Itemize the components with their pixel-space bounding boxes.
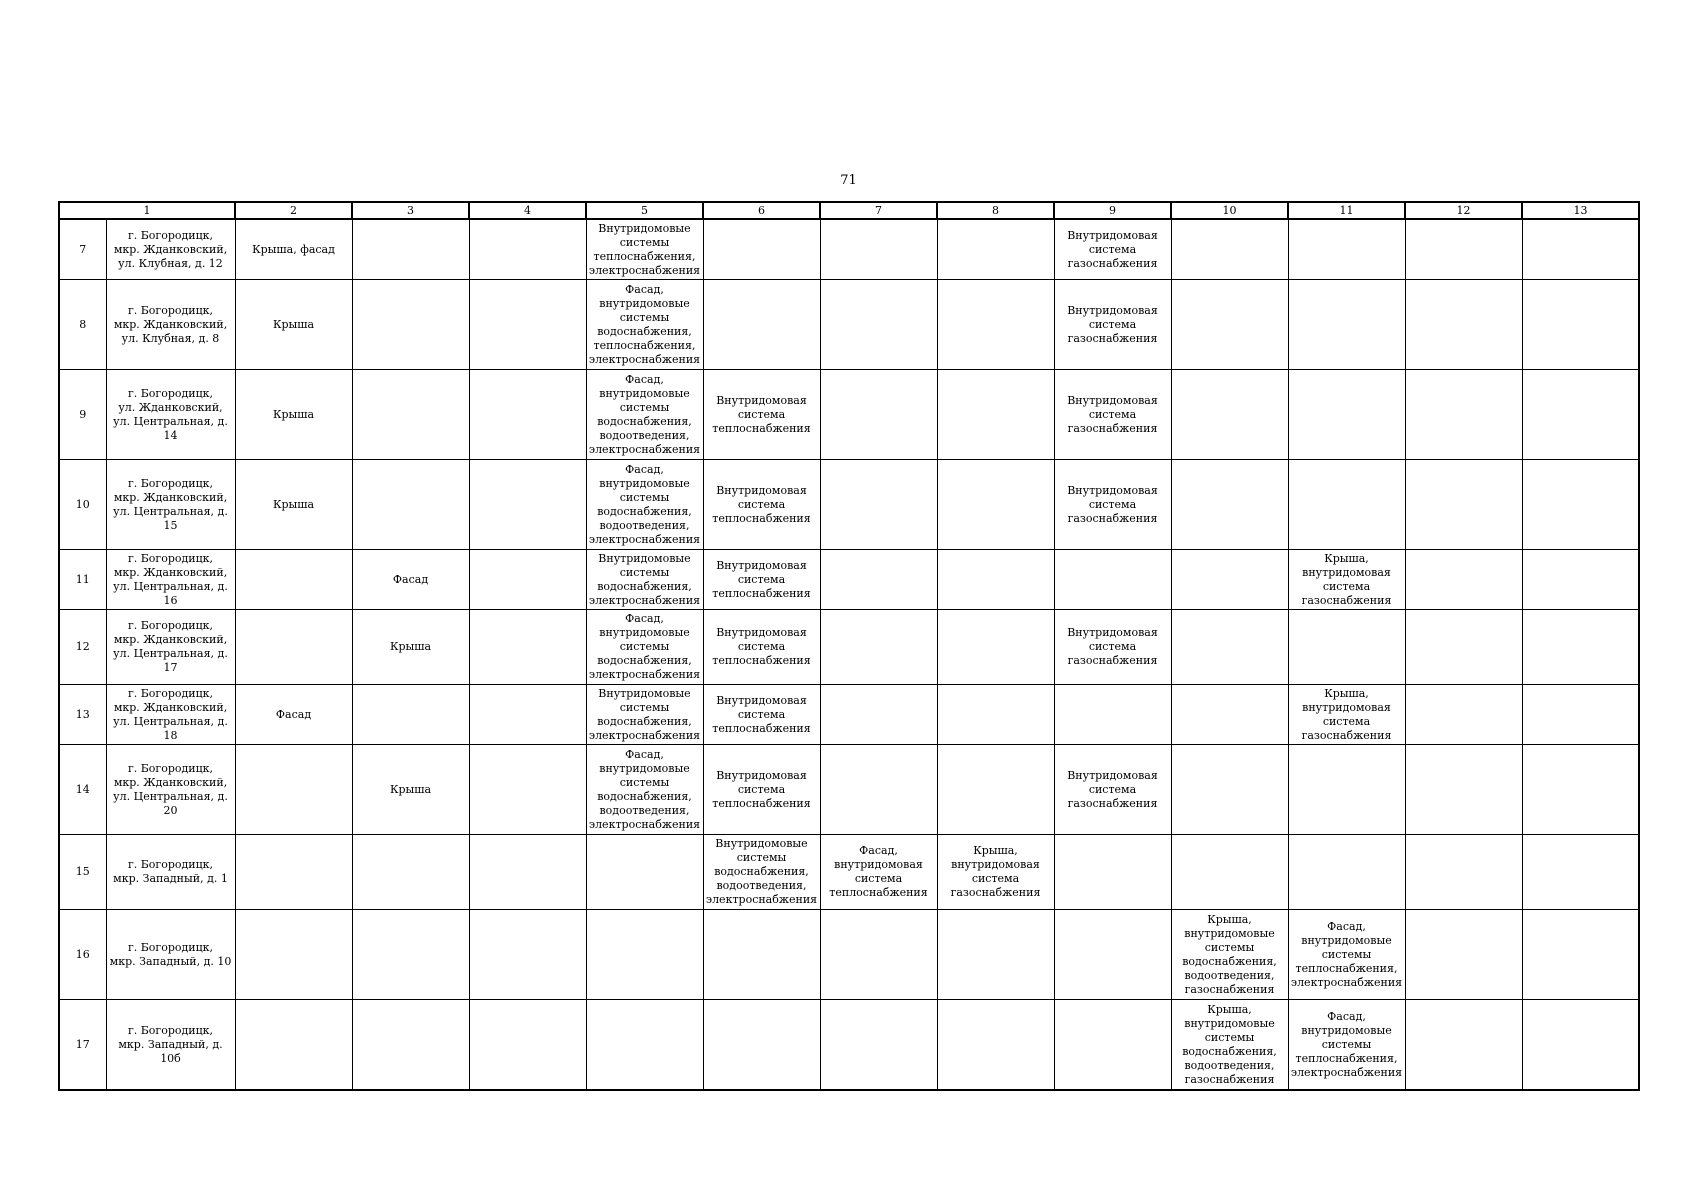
work-cell-col-9 (1054, 550, 1171, 610)
work-cell-col-5: Фасад, внутридомовые системы водоснабжения, электроснабжения (586, 610, 703, 685)
work-cell-col-3 (352, 910, 469, 1000)
work-cell-col-2 (235, 745, 352, 835)
work-cell-col-12 (1405, 685, 1522, 745)
work-cell-col-2 (235, 835, 352, 910)
work-cell-col-12 (1405, 550, 1522, 610)
page-number: 71 (840, 173, 857, 188)
work-cell-col-12 (1405, 460, 1522, 550)
work-cell-col-13 (1522, 370, 1639, 460)
work-cell-col-5 (586, 835, 703, 910)
work-cell-col-11 (1288, 370, 1405, 460)
work-cell-col-11 (1288, 460, 1405, 550)
work-cell-col-11 (1288, 745, 1405, 835)
work-cell-col-4 (469, 910, 586, 1000)
work-cell-col-13 (1522, 219, 1639, 280)
work-cell-col-9: Внутридомовая система газоснабжения (1054, 219, 1171, 280)
row-number-cell: 15 (59, 835, 106, 910)
work-cell-col-2 (235, 1000, 352, 1091)
column-header: 2 (235, 202, 352, 219)
work-cell-col-9 (1054, 1000, 1171, 1091)
work-cell-col-6: Внутридомовая система теплоснабжения (703, 550, 820, 610)
work-cell-col-13 (1522, 745, 1639, 835)
work-cell-col-10: Крыша, внутридомовые системы водоснабжения, водоотведения, газоснабжения (1171, 910, 1288, 1000)
work-cell-col-7 (820, 280, 937, 370)
work-cell-col-2 (235, 910, 352, 1000)
work-cell-col-11: Крыша, внутридомовая система газоснабжения (1288, 685, 1405, 745)
work-cell-col-2: Крыша (235, 370, 352, 460)
work-cell-col-3 (352, 460, 469, 550)
work-cell-col-13 (1522, 550, 1639, 610)
work-cell-col-4 (469, 685, 586, 745)
work-cell-col-2 (235, 610, 352, 685)
work-cell-col-9: Внутридомовая система газоснабжения (1054, 745, 1171, 835)
work-cell-col-9: Внутридомовая система газоснабжения (1054, 370, 1171, 460)
work-cell-col-10: Крыша, внутридомовые системы водоснабжения, водоотведения, газоснабжения (1171, 1000, 1288, 1091)
work-cell-col-4 (469, 835, 586, 910)
row-number-cell: 7 (59, 219, 106, 280)
work-cell-col-3: Крыша (352, 745, 469, 835)
work-cell-col-7 (820, 745, 937, 835)
row-number-cell: 17 (59, 1000, 106, 1091)
row-number-cell: 16 (59, 910, 106, 1000)
work-cell-col-11: Фасад, внутридомовые системы теплоснабжения, электроснабжения (1288, 910, 1405, 1000)
work-cell-col-9: Внутридомовая система газоснабжения (1054, 610, 1171, 685)
work-cell-col-12 (1405, 610, 1522, 685)
row-number-cell: 8 (59, 280, 106, 370)
column-header: 5 (586, 202, 703, 219)
work-cell-col-11: Фасад, внутридомовые системы теплоснабжения, электроснабжения (1288, 1000, 1405, 1091)
row-number-cell: 13 (59, 685, 106, 745)
work-cell-col-8 (937, 1000, 1054, 1091)
work-cell-col-7 (820, 610, 937, 685)
column-header: 8 (937, 202, 1054, 219)
work-cell-col-5: Фасад, внутридомовые системы водоснабжения, водоотведения, электроснабжения (586, 460, 703, 550)
address-cell: г. Богородицк, мкр. Жданковский, ул. Центральная, д. 17 (106, 610, 235, 685)
work-cell-col-3: Фасад (352, 550, 469, 610)
work-cell-col-12 (1405, 745, 1522, 835)
table-row (59, 280, 1639, 370)
work-cell-col-11: Крыша, внутридомовая система газоснабжения (1288, 550, 1405, 610)
work-cell-col-10 (1171, 219, 1288, 280)
work-cell-col-4 (469, 219, 586, 280)
work-cell-col-12 (1405, 910, 1522, 1000)
work-cell-col-5: Фасад, внутридомовые системы водоснабжения, водоотведения, электроснабжения (586, 370, 703, 460)
work-cell-col-5: Фасад, внутридомовые системы водоснабжения, водоотведения, электроснабжения (586, 745, 703, 835)
work-cell-col-13 (1522, 835, 1639, 910)
work-cell-col-3: Крыша (352, 610, 469, 685)
work-cell-col-4 (469, 745, 586, 835)
work-cell-col-12 (1405, 370, 1522, 460)
work-cell-col-10 (1171, 685, 1288, 745)
work-cell-col-9: Внутридомовая система газоснабжения (1054, 280, 1171, 370)
work-cell-col-4 (469, 460, 586, 550)
work-cell-col-8 (937, 460, 1054, 550)
address-cell: г. Богородицк, мкр. Жданковский, ул. Центральная, д. 15 (106, 460, 235, 550)
work-cell-col-6: Внутридомовая система теплоснабжения (703, 685, 820, 745)
work-cell-col-8 (937, 280, 1054, 370)
work-cell-col-4 (469, 280, 586, 370)
work-cell-col-7 (820, 460, 937, 550)
work-cell-col-13 (1522, 460, 1639, 550)
work-cell-col-10 (1171, 835, 1288, 910)
address-cell: г. Богородицк, мкр. Жданковский, ул. Центральная, д. 18 (106, 685, 235, 745)
work-cell-col-6: Внутридомовая система теплоснабжения (703, 610, 820, 685)
repair-schedule-table (58, 201, 1640, 1091)
work-cell-col-6: Внутридомовая система теплоснабжения (703, 370, 820, 460)
row-number-cell: 12 (59, 610, 106, 685)
work-cell-col-13 (1522, 1000, 1639, 1091)
row-number-cell: 9 (59, 370, 106, 460)
work-cell-col-13 (1522, 685, 1639, 745)
column-header: 13 (1522, 202, 1639, 219)
address-cell: г. Богородицк, мкр. Западный, д. 10б (106, 1000, 235, 1091)
work-cell-col-12 (1405, 835, 1522, 910)
address-cell: г. Богородицк, мкр. Жданковский, ул. Клубная, д. 12 (106, 219, 235, 280)
work-cell-col-10 (1171, 370, 1288, 460)
work-cell-col-11 (1288, 610, 1405, 685)
column-header: 12 (1405, 202, 1522, 219)
address-cell: г. Богородицк, мкр. Жданковский, ул. Центральная, д. 20 (106, 745, 235, 835)
column-header: 9 (1054, 202, 1171, 219)
work-cell-col-12 (1405, 219, 1522, 280)
work-cell-col-6 (703, 910, 820, 1000)
work-cell-col-5: Фасад, внутридомовые системы водоснабжения, теплоснабжения, электроснабжения (586, 280, 703, 370)
work-cell-col-9: Внутридомовая система газоснабжения (1054, 460, 1171, 550)
work-cell-col-4 (469, 370, 586, 460)
table-row (59, 1000, 1639, 1091)
work-cell-col-8: Крыша, внутридомовая система газоснабжения (937, 835, 1054, 910)
work-cell-col-8 (937, 550, 1054, 610)
work-cell-col-13 (1522, 910, 1639, 1000)
table-row (59, 370, 1639, 460)
work-cell-col-9 (1054, 835, 1171, 910)
table-row (59, 219, 1639, 280)
work-cell-col-9 (1054, 910, 1171, 1000)
work-cell-col-2: Крыша (235, 460, 352, 550)
work-cell-col-8 (937, 910, 1054, 1000)
work-cell-col-4 (469, 1000, 586, 1091)
work-cell-col-3 (352, 219, 469, 280)
table-row (59, 685, 1639, 745)
row-number-cell: 10 (59, 460, 106, 550)
work-cell-col-8 (937, 685, 1054, 745)
work-cell-col-3 (352, 1000, 469, 1091)
header-row (59, 202, 1639, 219)
work-cell-col-6 (703, 280, 820, 370)
column-header: 3 (352, 202, 469, 219)
column-header: 1 (59, 202, 235, 219)
work-cell-col-12 (1405, 1000, 1522, 1091)
work-cell-col-2: Фасад (235, 685, 352, 745)
work-cell-col-3 (352, 835, 469, 910)
work-cell-col-4 (469, 610, 586, 685)
work-cell-col-7 (820, 910, 937, 1000)
work-cell-col-5: Внутридомовые системы водоснабжения, электроснабжения (586, 550, 703, 610)
work-cell-col-11 (1288, 280, 1405, 370)
row-number-cell: 14 (59, 745, 106, 835)
work-cell-col-10 (1171, 745, 1288, 835)
work-cell-col-10 (1171, 550, 1288, 610)
work-cell-col-7 (820, 370, 937, 460)
work-cell-col-3 (352, 685, 469, 745)
address-cell: г. Богородицк, мкр. Западный, д. 10 (106, 910, 235, 1000)
work-cell-col-2 (235, 550, 352, 610)
address-cell: г. Богородицк, мкр. Жданковский, ул. Клубная, д. 8 (106, 280, 235, 370)
work-cell-col-13 (1522, 610, 1639, 685)
work-cell-col-10 (1171, 610, 1288, 685)
work-cell-col-5 (586, 910, 703, 1000)
table-row (59, 835, 1639, 910)
work-cell-col-10 (1171, 460, 1288, 550)
work-cell-col-12 (1405, 280, 1522, 370)
table-row (59, 745, 1639, 835)
work-cell-col-3 (352, 280, 469, 370)
work-cell-col-13 (1522, 280, 1639, 370)
work-cell-col-7 (820, 550, 937, 610)
work-cell-col-5 (586, 1000, 703, 1091)
work-cell-col-7 (820, 685, 937, 745)
work-cell-col-9 (1054, 685, 1171, 745)
work-cell-col-11 (1288, 219, 1405, 280)
column-header: 7 (820, 202, 937, 219)
work-cell-col-2: Крыша (235, 280, 352, 370)
work-cell-col-6: Внутридомовая система теплоснабжения (703, 745, 820, 835)
column-header: 10 (1171, 202, 1288, 219)
address-cell: г. Богородицк, ул. Жданковский, ул. Центральная, д. 14 (106, 370, 235, 460)
table-row (59, 910, 1639, 1000)
table-row (59, 610, 1639, 685)
work-cell-col-8 (937, 610, 1054, 685)
work-cell-col-7 (820, 1000, 937, 1091)
work-cell-col-4 (469, 550, 586, 610)
work-cell-col-8 (937, 370, 1054, 460)
work-cell-col-5: Внутридомовые системы водоснабжения, электроснабжения (586, 685, 703, 745)
column-header: 6 (703, 202, 820, 219)
work-cell-col-11 (1288, 835, 1405, 910)
work-cell-col-2: Крыша, фасад (235, 219, 352, 280)
column-header: 4 (469, 202, 586, 219)
work-cell-col-8 (937, 219, 1054, 280)
work-cell-col-6: Внутридомовая система теплоснабжения (703, 460, 820, 550)
work-cell-col-7: Фасад, внутридомовая система теплоснабжения (820, 835, 937, 910)
work-cell-col-6 (703, 219, 820, 280)
work-cell-col-10 (1171, 280, 1288, 370)
work-cell-col-3 (352, 370, 469, 460)
work-cell-col-5: Внутридомовые системы теплоснабжения, электроснабжения (586, 219, 703, 280)
table-row (59, 460, 1639, 550)
address-cell: г. Богородицк, мкр. Западный, д. 1 (106, 835, 235, 910)
address-cell: г. Богородицк, мкр. Жданковский, ул. Центральная, д. 16 (106, 550, 235, 610)
column-header: 11 (1288, 202, 1405, 219)
row-number-cell: 11 (59, 550, 106, 610)
work-cell-col-8 (937, 745, 1054, 835)
work-cell-col-7 (820, 219, 937, 280)
work-cell-col-6 (703, 1000, 820, 1091)
table-row (59, 550, 1639, 610)
work-cell-col-6: Внутридомовые системы водоснабжения, водоотведения, электроснабжения (703, 835, 820, 910)
